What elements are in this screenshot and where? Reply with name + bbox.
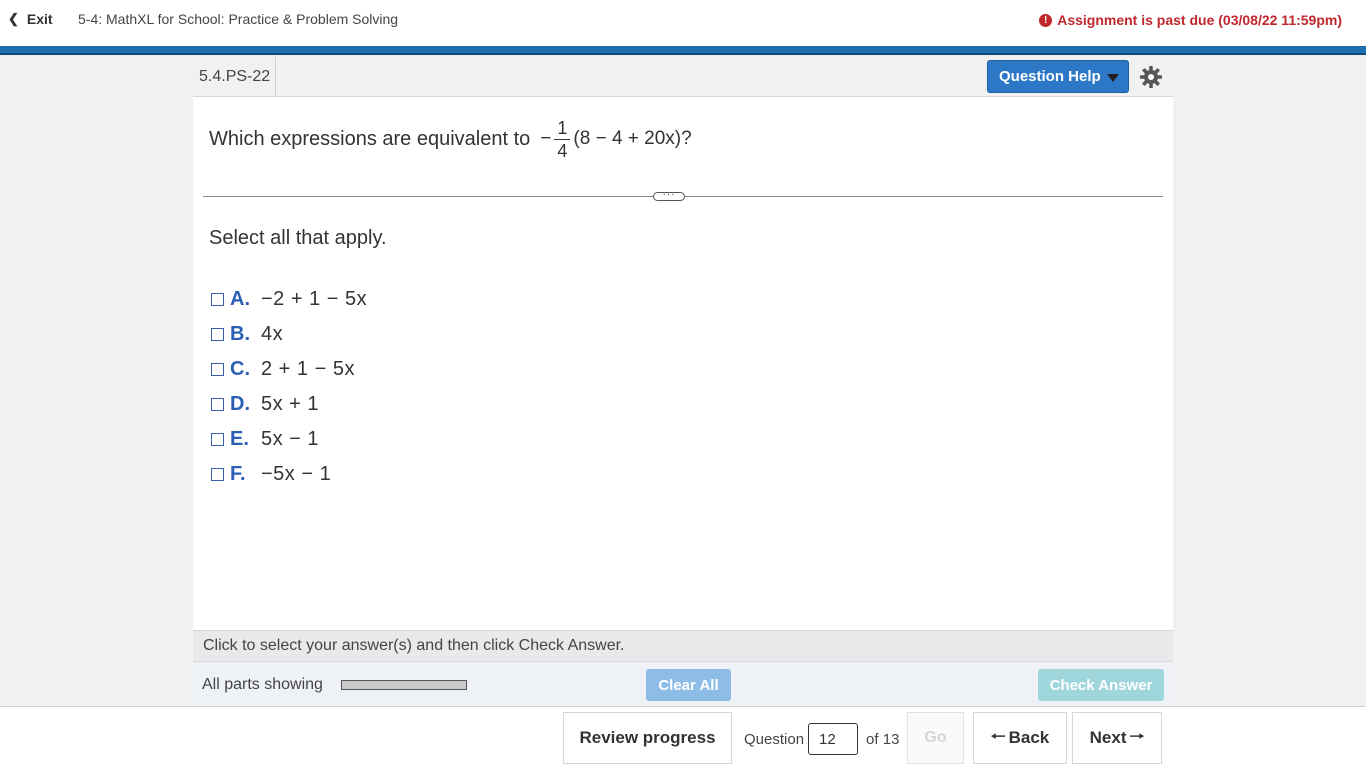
question-help-label: Question Help	[999, 68, 1101, 85]
choice-letter: F.	[230, 463, 246, 485]
checkbox[interactable]	[211, 398, 224, 411]
parts-progress-bar	[341, 680, 467, 690]
expand-ellipsis-button[interactable]: ···	[653, 192, 685, 201]
checkbox[interactable]	[211, 328, 224, 341]
gear-icon[interactable]	[1139, 65, 1163, 89]
choice-letter: C.	[230, 358, 250, 380]
instruction-text: Select all that apply.	[209, 227, 387, 249]
exit-label: Exit	[26, 11, 53, 27]
choice-expression: 2 + 1 − 5x	[261, 358, 355, 380]
choice-a[interactable]	[211, 282, 367, 317]
header-stripe	[0, 46, 1366, 55]
check-answer-button[interactable]: Check Answer	[1038, 669, 1164, 701]
question-prompt: Which expressions are equivalent to	[209, 127, 531, 150]
choice-expression: 5x + 1	[261, 393, 320, 415]
question-help-button[interactable]	[987, 60, 1129, 93]
choice-f[interactable]	[211, 457, 367, 492]
action-bar	[193, 661, 1173, 706]
back-label: Back	[1008, 728, 1050, 747]
question-jump	[744, 723, 899, 755]
hint-text: Click to select your answer(s) and then click Check Answer.	[203, 637, 625, 654]
choice-expression: 4x	[261, 323, 284, 345]
choices-list	[211, 282, 367, 492]
fraction-denominator: 4	[554, 139, 570, 162]
choice-c[interactable]	[211, 352, 367, 387]
next-label: Next	[1089, 728, 1127, 747]
assignment-title: 5-4: MathXL for School: Practice & Problem Solving	[78, 11, 399, 27]
alert-icon: !	[1039, 14, 1052, 27]
choice-letter: D.	[230, 393, 250, 415]
choice-letter: B.	[230, 323, 250, 345]
back-button[interactable]	[973, 712, 1067, 764]
go-button[interactable]: Go	[907, 712, 964, 764]
checkbox[interactable]	[211, 468, 224, 481]
past-due-notice	[1039, 12, 1342, 28]
bottom-navigation	[0, 706, 1366, 768]
choice-letter: A.	[230, 288, 250, 310]
arrow-right-icon: 🠒	[1129, 726, 1145, 746]
choice-expression: −2 + 1 − 5x	[261, 288, 368, 310]
caret-down-icon	[1107, 74, 1119, 82]
question-id: 5.4.PS-22	[193, 57, 276, 97]
checkbox[interactable]	[211, 363, 224, 376]
exit-button[interactable]	[8, 11, 53, 27]
chevron-left-icon: ❮	[8, 11, 19, 26]
hint-bar	[193, 630, 1173, 661]
choice-expression: 5x − 1	[261, 428, 320, 450]
fraction-numerator: 1	[557, 117, 568, 138]
clear-all-button[interactable]: Clear All	[646, 669, 731, 701]
next-button[interactable]	[1072, 712, 1162, 764]
checkbox[interactable]	[211, 433, 224, 446]
checkbox[interactable]	[211, 293, 224, 306]
choice-d[interactable]	[211, 387, 367, 422]
question-header	[193, 57, 1173, 97]
choice-expression: −5x − 1	[261, 463, 332, 485]
review-progress-button[interactable]: Review progress	[563, 712, 732, 764]
math-suffix: (8 − 4 + 20x)?	[573, 128, 692, 149]
choice-letter: E.	[230, 428, 249, 450]
arrow-left-icon: 🠐	[990, 726, 1006, 746]
parts-progress-fill	[342, 681, 466, 689]
question-total: of 13	[866, 730, 900, 748]
question-panel	[193, 57, 1173, 706]
parts-showing-label: All parts showing	[202, 676, 323, 693]
choice-e[interactable]	[211, 422, 367, 457]
question-label: Question	[744, 730, 805, 748]
question-expression	[540, 117, 691, 162]
past-due-text: Assignment is past due (03/08/22 11:59pm)	[1057, 12, 1342, 28]
question-text	[209, 111, 692, 167]
math-prefix: −	[540, 128, 552, 149]
question-number-input[interactable]	[808, 723, 858, 755]
fraction	[554, 117, 570, 162]
choice-b[interactable]	[211, 317, 367, 352]
top-header	[0, 0, 1366, 46]
